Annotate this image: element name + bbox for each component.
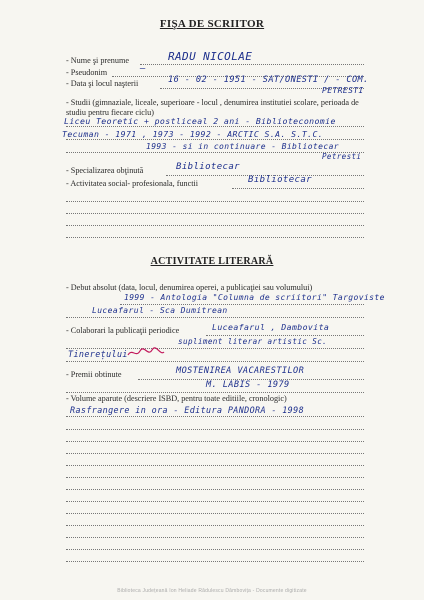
pseudonym-value: — <box>140 64 146 74</box>
collab-value: Luceafarul , Dambovita <box>212 322 330 332</box>
collab-value-3: Tinerețului <box>68 349 128 359</box>
blank-line <box>66 513 364 514</box>
name-dotted-line <box>140 64 364 65</box>
debut-dotted-line-2 <box>66 317 364 318</box>
name-value: RADU NICOLAE <box>168 50 253 63</box>
debut-value-2: Luceafarul - Sca Dumitrean <box>92 306 228 315</box>
studies-line-3: 1993 - si in continuare - Bibliotecar <box>146 142 340 151</box>
blank-line <box>66 441 364 442</box>
form-title: FIŞA DE SCRIITOR <box>159 18 265 30</box>
prizes-value-2: M. LABIS - 1979 <box>206 380 290 390</box>
collab-dotted-line <box>206 335 364 336</box>
blank-line <box>66 489 364 490</box>
name-label: - Nume şi prenume <box>66 56 129 65</box>
studies-label: - Studii (gimnaziale, liceale, superioare - locul , denumirea institutiei scolare, perioada de studiu pentru fiecare ciclu) <box>66 98 359 117</box>
volumes-label: - Volume aparute (descriere ISBD, pentru toate editiile, cronologic) <box>66 394 287 403</box>
birth-value-2: PETRESTI <box>322 86 364 95</box>
birth-value: 16 - 02 - 1951 - SAT/ONESTI / - COM. <box>168 75 369 85</box>
collab-dotted-line-3 <box>66 361 364 362</box>
specialization-value: Bibliotecar <box>176 162 241 172</box>
blank-line <box>66 201 364 202</box>
activity-dotted-line <box>232 188 364 189</box>
prizes-label: - Premii obtinute <box>66 370 122 379</box>
volumes-dotted-line <box>66 416 364 417</box>
blank-line <box>66 525 364 526</box>
scribble-icon <box>126 346 166 360</box>
collab-value-2: supliment literar artistic Sc. <box>178 337 328 346</box>
blank-line <box>66 549 364 550</box>
activity-value: Bibliotecar <box>248 175 313 185</box>
studies-line-1: Liceu Teoretic + postliceal 2 ani - Biblioteconomie <box>64 116 336 126</box>
studies-dotted-line-2 <box>66 139 364 140</box>
studies-line-2: Tecuman - 1971 , 1973 - 1992 - ARCTIC S.A. S.T.C. <box>62 129 324 139</box>
blank-line <box>66 477 364 478</box>
activity-label: - Activitatea social- profesionala, functii <box>66 179 199 188</box>
collab-label: - Colaborari la publicaţii periodice <box>66 326 180 335</box>
studies-line-4: Petresti <box>322 152 362 161</box>
footer-watermark: Biblioteca Județeană Ion Heliade Rădulescu Dâmbovița - Documente digitizate <box>117 588 307 594</box>
volumes-value: Rasfrangere in ora - Editura PANDORA - 1998 <box>70 405 305 415</box>
blank-line <box>66 465 364 466</box>
prizes-dotted-line-2 <box>66 392 364 393</box>
blank-line <box>66 213 364 214</box>
blank-line <box>66 537 364 538</box>
specialization-label: - Specializarea obţinută <box>66 166 144 175</box>
blank-line <box>66 501 364 502</box>
debut-dotted-line <box>120 304 364 305</box>
prizes-value: MOSTENIREA VACARESTILOR <box>176 366 305 376</box>
studies-dotted-line-1 <box>66 126 364 127</box>
debut-value: 1999 - Antologia "Columna de scriitori" Targoviste <box>124 293 385 302</box>
blank-line <box>66 237 364 238</box>
blank-line <box>66 225 364 226</box>
blank-line <box>66 429 364 430</box>
studies-dotted-line-3 <box>66 152 364 153</box>
literary-section-title: ACTIVITATE LITERARĂ <box>150 256 274 267</box>
blank-line <box>66 453 364 454</box>
birth-label: - Data şi locul naşterii <box>66 79 139 88</box>
pseudonym-label: - Pseudonim <box>66 68 108 77</box>
debut-label: - Debut absolut (data, locul, denumirea operei, a publicaţiei sau volumului) <box>66 283 313 292</box>
blank-line <box>66 561 364 562</box>
